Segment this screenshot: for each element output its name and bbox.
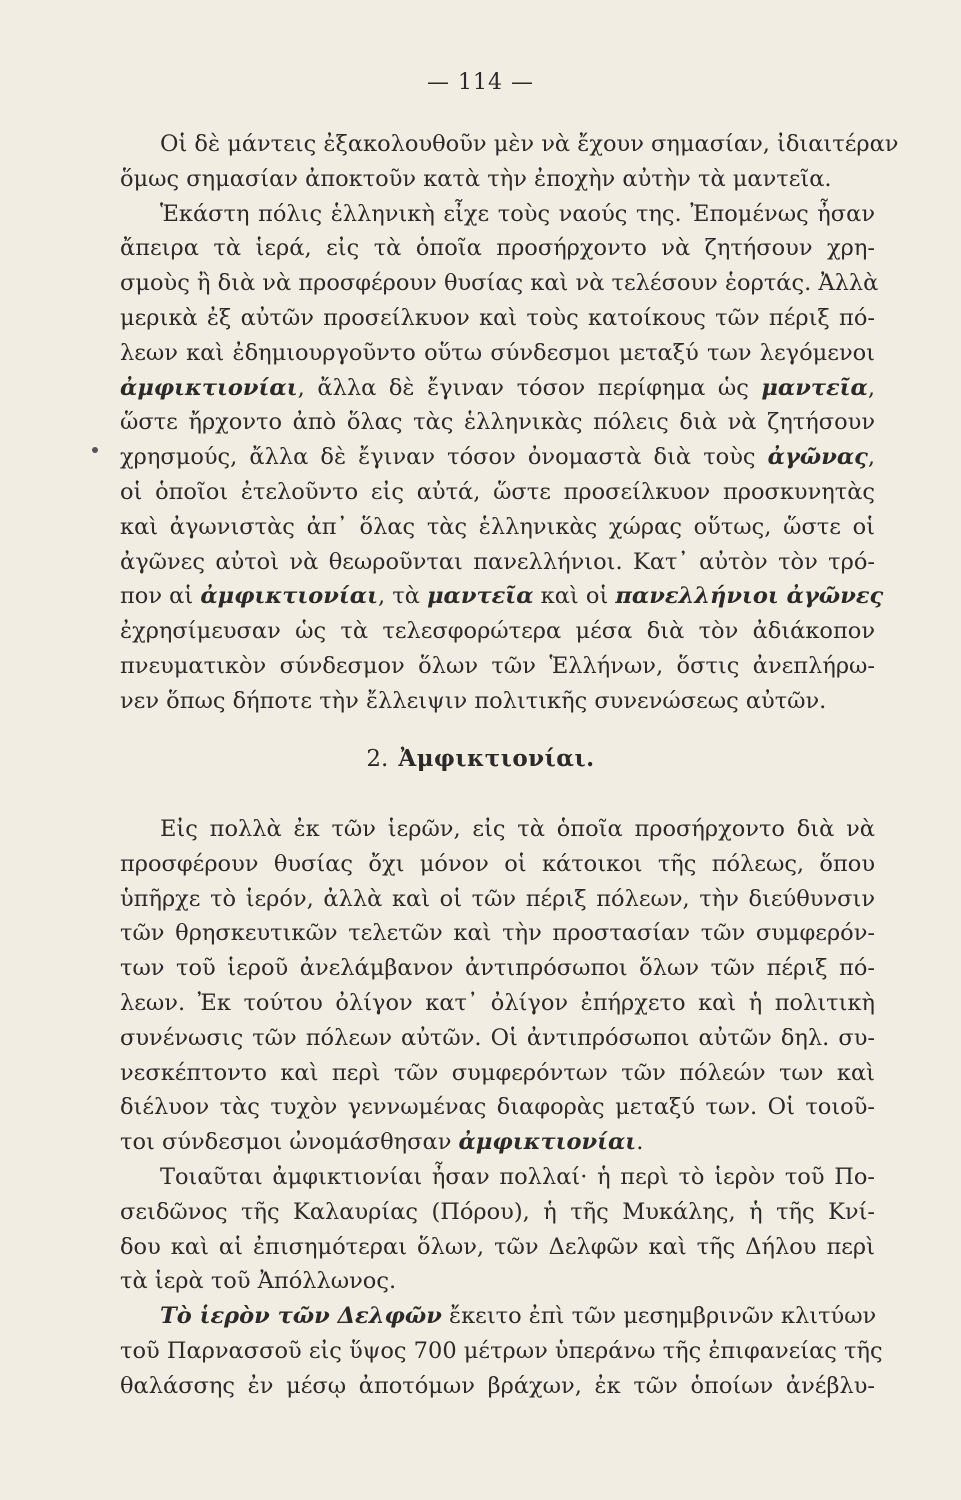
text-line: μερικὰ ἐξ αὐτῶν προσείλκυον καὶ τοὺς κατοίκους τῶν πέριξ πό- <box>120 304 875 331</box>
section1-text <box>120 127 899 719</box>
text-line: ὅμως σημασίαν ἀποκτοῦν κατὰ τὴν ἐποχὴν αὐτὴν τὰ μαντεῖα. <box>120 165 832 192</box>
section2-text <box>120 812 883 1404</box>
text-line: ὥστε ἤρχοντο ἀπὸ ὅλας τὰς ἑλληνικὰς πόλεις διὰ νὰ ζητήσουν <box>120 409 875 436</box>
text-line: ἐχρησίμευσαν ὡς τὰ τελεσφορώτερα μέσα διὰ τὸν ἀδιάκοπον <box>120 618 875 645</box>
text-line: τῶν θρησκευτικῶν τελετῶν καὶ τὴν προστασίαν τῶν συμφερόν- <box>120 920 875 947</box>
text-line: πον αἱ ἀμφικτιονίαι, τὰ μαντεῖα καὶ οἱ πανελλήνιοι ἀγῶνες <box>120 583 884 610</box>
section-number: 2. <box>366 746 389 772</box>
text-line: θαλάσσης ἐν μέσῳ ἀποτόμων βράχων, ἐκ τῶν ὁποίων ἀνέβλυ- <box>120 1372 875 1399</box>
paragraph-4 <box>120 1160 875 1299</box>
text-line: ὑπῆρχε τὸ ἱερόν, ἀλλὰ καὶ οἱ τῶν πέριξ πόλεων, τὴν διεύθυνσιν <box>120 885 875 912</box>
section-title: Ἀμφικτιονίαι. <box>398 745 595 772</box>
paragraph-1 <box>120 127 899 197</box>
text-line: πνευματικὸν σύνδεσμον ὅλων τῶν Ἑλλήνων, ὅστις ἀνεπλήρω- <box>120 652 875 679</box>
page-number: — 114 — <box>427 70 534 95</box>
term-amphictyonies: ἀμφικτιονίαι <box>458 1129 637 1156</box>
text-line: ἀγῶνες αὐτοὶ νὰ θεωροῦνται πανελλήνιοι. Κατ᾽ αὐτὸν τὸν τρό- <box>120 548 875 575</box>
text-line: Εἰς πολλὰ ἐκ τῶν ἱερῶν, εἰς τὰ ὁποῖα προσήρχοντο διὰ νὰ <box>160 816 875 842</box>
paragraph-5 <box>120 1299 883 1403</box>
text-line: Τοιαῦται ἀμφικτιονίαι ἦσαν πολλαί· ἡ περὶ τὸ ἱερὸν τοῦ Πο- <box>160 1163 875 1190</box>
text-line: ἀμφικτιονίαι, ἄλλα δὲ ἔγιναν τόσον περίφημα ὡς μαντεῖα, <box>120 374 875 401</box>
text-line: οἱ ὁποῖοι ἐτελοῦντο εἰς αὐτά, ὥστε προσείλκυον προσκυνητὰς <box>120 478 875 505</box>
text-line: δου καὶ αἱ ἐπισημότεραι ὅλων, τῶν Δελφῶν καὶ τῆς Δήλου περὶ <box>120 1233 875 1260</box>
text-line: νεσκέπτοντο καὶ περὶ τῶν συμφερόντων τῶν πόλεών των καὶ <box>120 1059 875 1086</box>
term-amphictyonies: ἀμφικτιονίαι <box>200 583 378 610</box>
text-line: τὰ ἱερὰ τοῦ Ἀπόλλωνος. <box>120 1268 397 1295</box>
term-delphi-sanctuary: Τὸ ἱερὸν τῶν Δελφῶν <box>160 1303 442 1330</box>
text-line: Ἑκάστη πόλις ἑλληνικὴ εἶχε τοὺς ναούς της. Ἐπομένως ἦσαν <box>160 200 875 227</box>
text-line: Οἱ δὲ μάντεις ἐξακολουθοῦν μὲν νὰ ἔχουν σημασίαν, ἰδιαιτέραν <box>160 131 899 157</box>
text-line: ἄπειρα τὰ ἱερά, εἰς τὰ ὁποῖα προσήρχοντο νὰ ζητήσουν χρη- <box>120 235 875 262</box>
text-line: διέλυον τὰς τυχὸν γεννωμένας διαφορὰς μεταξύ των. Οἱ τοιοῦ- <box>120 1094 875 1121</box>
term-amphictyonies: ἀμφικτιονίαι <box>120 374 298 401</box>
text-line: σμοὺς ἢ διὰ νὰ προσφέρουν θυσίας καὶ νὰ τελέσουν ἑορτάς. Ἀλλὰ <box>120 270 879 297</box>
text-line: νεν ὅπως δήποτε τὴν ἔλλειψιν πολιτικῆς συνενώσεως αὐτῶν. <box>120 687 827 714</box>
text-line: λεων. Ἐκ τούτου ὀλίγον κατ᾽ ὀλίγον ἐπήρχετο καὶ ἡ πολιτικὴ <box>120 989 875 1016</box>
text-line: σειδῶνος τῆς Καλαυρίας (Πόρου), ἡ τῆς Μυκάλης, ἡ τῆς Κνί- <box>120 1198 875 1225</box>
text-line: τοι σύνδεσμοι ὠνομάσθησαν ἀμφικτιονίαι. <box>120 1129 644 1156</box>
text-line: συνένωσις τῶν πόλεων αὐτῶν. Οἱ ἀντιπρόσωποι αὐτῶν δηλ. συ- <box>120 1024 875 1051</box>
text-line: των τοῦ ἱεροῦ ἀνελάμβανον ἀντιπρόσωποι ὅλων τῶν πέριξ πό- <box>120 955 875 982</box>
text-line: προσφέρουν θυσίας ὄχι μόνον οἱ κάτοικοι τῆς πόλεως, ὅπου <box>120 850 875 877</box>
text-line: Τὸ ἱερὸν τῶν Δελφῶν ἔκειτο ἐπὶ τῶν μεσημβρινῶν κλιτύων <box>160 1303 877 1330</box>
text-line: λεων καὶ ἐδημιουργοῦντο οὕτω σύνδεσμοι μεταξύ των λεγόμενοι <box>120 339 875 366</box>
term-panhellenic-games: πανελλήνιοι ἀγῶνες <box>615 583 884 610</box>
section-heading <box>0 745 961 772</box>
paragraph-3 <box>120 812 875 1160</box>
term-oracles: μαντεῖα <box>427 583 534 610</box>
text-line: χρησμούς, ἄλλα δὲ ἔγιναν τόσον ὀνομαστὰ διὰ τοὺς ἀγῶνας, <box>120 444 875 471</box>
term-games: ἀγῶνας <box>767 444 868 471</box>
text-line: καὶ ἀγωνιστὰς ἀπ᾽ ὅλας τὰς ἑλληνικὰς χώρας οὕτως, ὥστε οἱ <box>120 513 875 540</box>
paragraph-2 <box>120 197 884 719</box>
text-line: τοῦ Παρνασσοῦ εἰς ὕψος 700 μέτρων ὑπεράνω τῆς ἐπιφανείας τῆς <box>120 1337 883 1364</box>
term-oracles: μαντεῖα <box>761 374 868 401</box>
margin-mark <box>92 447 98 453</box>
